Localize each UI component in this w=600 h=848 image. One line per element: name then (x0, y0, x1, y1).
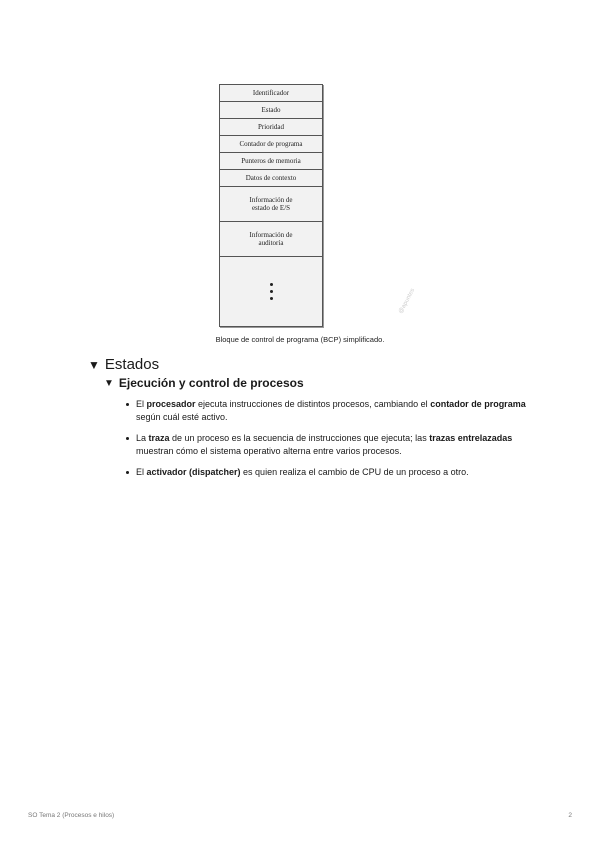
text-run: El (136, 467, 147, 477)
toggle-triangle-icon[interactable]: ▼ (88, 357, 100, 372)
subsection-heading-text: Ejecución y control de procesos (118, 376, 304, 390)
bold-term: traza (148, 433, 170, 443)
pcb-row-info-es: Información de estado de E/S (220, 187, 322, 222)
subsection-heading-ejecucion[interactable] (104, 376, 304, 390)
ellipsis-dot (270, 290, 273, 293)
watermark: @apuntes (398, 287, 417, 315)
pcb-row-prioridad: Prioridad (220, 119, 322, 136)
text-run: según cuál esté activo. (136, 412, 228, 422)
pcb-row-identificador: Identificador (220, 85, 322, 102)
pcb-row-info-auditoria: Información de auditoría (220, 222, 322, 257)
text-run: muestran cómo el sistema operativo alterna entre varios procesos. (136, 446, 402, 456)
bold-term: activador (dispatcher) (146, 467, 241, 477)
section-heading-text: Estados (104, 356, 160, 373)
footer-doc-title: SO Tema 2 (Procesos e hilos) (28, 812, 115, 819)
footer-page-number: 2 (568, 812, 572, 819)
pcb-row-punteros-memoria: Punteros de memoria (220, 153, 322, 170)
ellipsis-dot (270, 283, 273, 286)
ellipsis-dot (270, 297, 273, 300)
bold-term: procesador (146, 399, 196, 409)
bold-term: trazas entrelazadas (429, 433, 513, 443)
pcb-row-estado: Estado (220, 102, 322, 119)
text-run: El (136, 399, 147, 409)
text-run: es quien realiza el cambio de CPU de un proceso a otro. (240, 467, 469, 477)
text-run: ejecuta instrucciones de distintos procesos, cambiando el (195, 399, 431, 409)
pcb-row-datos-contexto: Datos de contexto (220, 170, 322, 187)
bold-term: contador de programa (430, 399, 526, 409)
pcb-diagram (219, 84, 323, 327)
text-run: de un proceso es la secuencia de instrucciones que ejecuta; las (169, 433, 430, 443)
pcb-row-contador-programa: Contador de programa (220, 136, 322, 153)
section-heading-estados[interactable] (88, 356, 159, 373)
figure-caption: Bloque de control de programa (BCP) simplificado. (215, 335, 385, 344)
bullet-item (124, 466, 534, 479)
text-run: La (136, 433, 149, 443)
toggle-triangle-icon[interactable]: ▼ (104, 377, 114, 389)
bullet-item (124, 398, 534, 424)
bullet-item (124, 432, 534, 458)
bullet-list (124, 398, 534, 487)
pcb-row-ellipsis (220, 257, 322, 326)
